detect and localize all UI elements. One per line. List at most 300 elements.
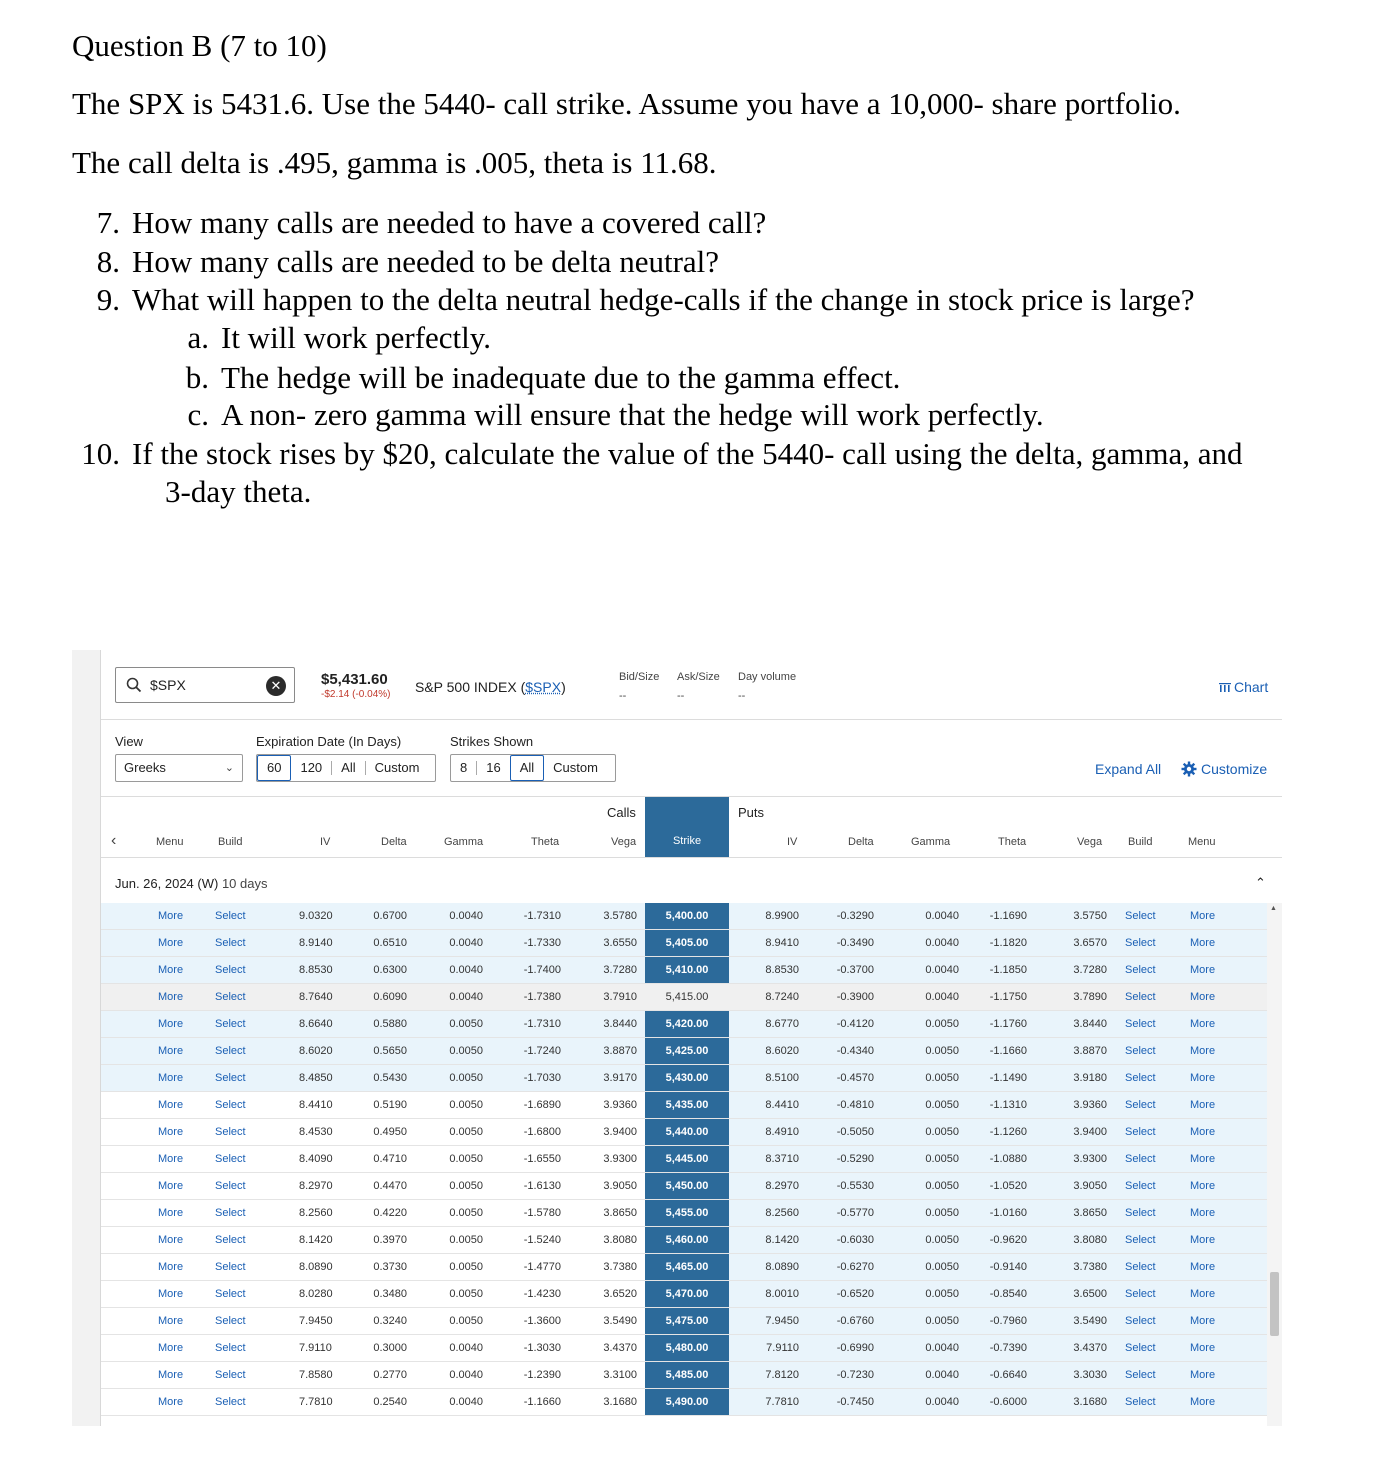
- chevron-left-icon[interactable]: ‹: [111, 832, 117, 849]
- more-button[interactable]: More: [1190, 1288, 1216, 1300]
- call-delta: 0.6510: [373, 937, 407, 949]
- more-button[interactable]: More: [1190, 937, 1216, 949]
- option-b: b. The hedge will be inadequate due to the gamma effect.: [185, 360, 901, 395]
- put-theta: -1.1690: [989, 910, 1027, 922]
- last-price: $5,431.60: [321, 671, 388, 688]
- more-button[interactable]: More: [1190, 1396, 1216, 1408]
- select-button[interactable]: Select: [1125, 1396, 1156, 1408]
- put-gamma: 0.0040: [925, 1396, 959, 1408]
- table-row: [101, 1038, 1267, 1065]
- bid-size-label: Bid/Size: [619, 671, 660, 683]
- put-gamma: 0.0050: [925, 1315, 959, 1327]
- call-theta: -1.7330: [523, 937, 561, 949]
- call-vega: 3.8080: [603, 1234, 637, 1246]
- put-vega: 3.5750: [1073, 910, 1107, 922]
- put-delta: -0.6760: [836, 1315, 874, 1327]
- chevron-down-icon: ⌄: [224, 762, 234, 774]
- call-delta: 0.6300: [373, 964, 407, 976]
- scrollbar-thumb[interactable]: [1270, 1272, 1279, 1336]
- more-button[interactable]: More: [158, 1072, 184, 1084]
- select-button[interactable]: Select: [1125, 1369, 1156, 1381]
- more-button[interactable]: More: [1190, 1207, 1216, 1219]
- call-gamma: 0.0040: [449, 1396, 483, 1408]
- put-delta: -0.5050: [836, 1126, 874, 1138]
- put-theta: -0.9140: [989, 1261, 1027, 1273]
- put-iv: 8.9900: [765, 910, 799, 922]
- col-gamma-puts[interactable]: Gamma: [911, 836, 951, 848]
- col-build-calls: Build: [218, 836, 243, 848]
- strike-price: 5,420.00: [645, 1011, 729, 1037]
- call-vega: 3.7280: [603, 964, 637, 976]
- more-button[interactable]: More: [1190, 1072, 1216, 1084]
- put-theta: -0.7960: [989, 1315, 1027, 1327]
- scrollbar-track[interactable]: [1267, 903, 1282, 1426]
- call-iv: 7.9110: [299, 1342, 332, 1354]
- select-button[interactable]: Select: [215, 1099, 246, 1111]
- divider: [101, 719, 1282, 720]
- more-button[interactable]: More: [158, 1153, 184, 1165]
- put-vega: 3.4370: [1073, 1342, 1107, 1354]
- select-button[interactable]: Select: [215, 1369, 246, 1381]
- search-value: $SPX: [150, 677, 186, 693]
- col-delta-puts[interactable]: Delta: [848, 836, 874, 848]
- select-button[interactable]: Select: [215, 1180, 246, 1192]
- call-delta: 0.3730: [373, 1261, 407, 1273]
- call-gamma: 0.0050: [449, 1126, 483, 1138]
- select-button[interactable]: Select: [215, 1234, 246, 1246]
- col-vega-puts[interactable]: Vega: [1077, 836, 1103, 848]
- gear-icon: [1181, 761, 1197, 777]
- call-gamma: 0.0050: [449, 1018, 483, 1030]
- more-button[interactable]: More: [1190, 991, 1216, 1003]
- call-vega: 3.7380: [603, 1261, 637, 1273]
- call-delta: 0.5650: [373, 1045, 407, 1057]
- option-c: c. A non- zero gamma will ensure that the hedge will work perfectly.: [187, 397, 1044, 432]
- select-button[interactable]: Select: [215, 1045, 246, 1057]
- select-button[interactable]: Select: [1125, 1342, 1156, 1354]
- more-button[interactable]: More: [1190, 1153, 1216, 1165]
- strike-price: 5,440.00: [645, 1119, 729, 1145]
- clear-icon[interactable]: ✕: [266, 676, 286, 696]
- put-gamma: 0.0050: [925, 1126, 959, 1138]
- call-delta: 0.3480: [373, 1288, 407, 1300]
- expiration-120[interactable]: 120: [300, 760, 323, 775]
- call-gamma: 0.0050: [449, 1207, 483, 1219]
- col-vega-calls[interactable]: Vega: [611, 836, 637, 848]
- call-iv: 8.8530: [299, 964, 333, 976]
- put-theta: -0.6000: [989, 1396, 1027, 1408]
- day-volume-label: Day volume: [738, 671, 797, 683]
- select-button[interactable]: Select: [1125, 1234, 1156, 1246]
- put-theta: -1.1850: [989, 964, 1027, 976]
- put-delta: -0.6030: [836, 1234, 874, 1246]
- more-button[interactable]: More: [1190, 1315, 1216, 1327]
- call-gamma: 0.0040: [449, 937, 483, 949]
- expiration-selector: [256, 754, 436, 782]
- put-gamma: 0.0050: [925, 1045, 959, 1057]
- table-row: [101, 1335, 1267, 1362]
- call-gamma: 0.0040: [449, 1369, 483, 1381]
- select-button[interactable]: Select: [1125, 1099, 1156, 1111]
- call-vega: 3.5490: [603, 1315, 637, 1327]
- chart-link[interactable]: Chart: [1219, 679, 1268, 695]
- put-theta: -1.1310: [989, 1099, 1027, 1111]
- select-button[interactable]: Select: [1125, 964, 1156, 976]
- call-vega: 3.5780: [603, 910, 637, 922]
- select-button[interactable]: Select: [215, 1072, 246, 1084]
- put-iv: 8.9410: [765, 937, 799, 949]
- table-row: [101, 1254, 1267, 1281]
- more-button[interactable]: More: [1190, 1180, 1216, 1192]
- select-button[interactable]: Select: [1125, 1045, 1156, 1057]
- call-theta: -1.7310: [523, 910, 561, 922]
- table-row: [101, 1362, 1267, 1389]
- option-chain-screenshot: [72, 650, 1281, 1426]
- call-gamma: 0.0050: [449, 1180, 483, 1192]
- call-delta: 0.4710: [373, 1153, 407, 1165]
- table-row: [101, 1146, 1267, 1173]
- select-button[interactable]: Select: [1125, 1288, 1156, 1300]
- more-button[interactable]: More: [1190, 1369, 1216, 1381]
- more-button[interactable]: More: [158, 1288, 184, 1300]
- more-button[interactable]: More: [1190, 910, 1216, 922]
- strike-column-header: Strike: [645, 797, 729, 857]
- more-button[interactable]: More: [1190, 1261, 1216, 1273]
- strike-price: 5,400.00: [645, 903, 729, 929]
- put-iv: 7.8120: [765, 1369, 799, 1381]
- put-iv: 8.2970: [765, 1180, 799, 1192]
- select-button[interactable]: Select: [1125, 1207, 1156, 1219]
- put-delta: -0.4810: [836, 1099, 874, 1111]
- question-9: 9. What will happen to the delta neutral hedge-calls if the change in stock price is large?: [96, 282, 1195, 317]
- put-theta: -1.0520: [989, 1180, 1027, 1192]
- select-button[interactable]: Select: [1125, 1126, 1156, 1138]
- symbol-name: S&P 500 INDEX ($SPX): [415, 679, 566, 695]
- put-theta: -0.8540: [989, 1288, 1027, 1300]
- select-button[interactable]: Select: [215, 1207, 246, 1219]
- put-vega: 3.7890: [1073, 991, 1107, 1003]
- call-delta: 0.3000: [373, 1342, 407, 1354]
- call-iv: 8.4850: [299, 1072, 333, 1084]
- more-button[interactable]: More: [158, 910, 184, 922]
- col-iv-calls[interactable]: IV: [320, 836, 331, 848]
- more-button[interactable]: More: [158, 1207, 184, 1219]
- call-iv: 8.4410: [299, 1099, 333, 1111]
- call-vega: 3.1680: [603, 1396, 637, 1408]
- call-vega: 3.9400: [603, 1126, 637, 1138]
- strike-price: 5,415.00: [665, 991, 709, 1003]
- strike-price: 5,445.00: [645, 1146, 729, 1172]
- strikes-custom[interactable]: Custom: [553, 760, 598, 775]
- table-row: [101, 1227, 1267, 1254]
- put-theta: -1.1760: [989, 1018, 1027, 1030]
- put-vega: 3.8650: [1073, 1207, 1107, 1219]
- put-gamma: 0.0050: [925, 1153, 959, 1165]
- put-vega: 3.7380: [1073, 1261, 1107, 1273]
- option-chain-panel: [100, 650, 1282, 1426]
- select-button[interactable]: Select: [1125, 1018, 1156, 1030]
- scroll-up-icon[interactable]: ▲: [1270, 905, 1277, 912]
- expiration-all[interactable]: All: [341, 760, 356, 775]
- put-iv: 7.9450: [765, 1315, 799, 1327]
- strike-price: 5,405.00: [645, 930, 729, 956]
- put-delta: -0.3290: [836, 910, 874, 922]
- strike-price: 5,465.00: [645, 1254, 729, 1280]
- table-row: [101, 1092, 1267, 1119]
- table-row: [101, 957, 1267, 984]
- call-delta: 0.2770: [373, 1369, 407, 1381]
- more-button[interactable]: More: [1190, 1342, 1216, 1354]
- call-gamma: 0.0050: [449, 1288, 483, 1300]
- put-delta: -0.5290: [836, 1153, 874, 1165]
- col-menu-calls: Menu: [156, 836, 184, 848]
- put-iv: 8.8530: [765, 964, 799, 976]
- put-theta: -1.1750: [989, 991, 1027, 1003]
- more-button[interactable]: More: [158, 1126, 184, 1138]
- call-theta: -1.7380: [523, 991, 561, 1003]
- select-button[interactable]: Select: [1125, 1072, 1156, 1084]
- day-volume-value: --: [738, 690, 746, 702]
- call-iv: 7.8580: [299, 1369, 333, 1381]
- call-delta: 0.5190: [373, 1099, 407, 1111]
- put-iv: 8.4410: [765, 1099, 799, 1111]
- more-button[interactable]: More: [158, 1045, 184, 1057]
- put-delta: -0.6520: [836, 1288, 874, 1300]
- col-iv-puts[interactable]: IV: [787, 836, 798, 848]
- select-button[interactable]: Select: [215, 1396, 246, 1408]
- put-gamma: 0.0040: [925, 937, 959, 949]
- select-button[interactable]: Select: [215, 1342, 246, 1354]
- col-menu-puts: Menu: [1188, 836, 1216, 848]
- table-row: [101, 984, 1267, 1011]
- strike-price: 5,470.00: [645, 1281, 729, 1307]
- option-chain-rows: [101, 903, 1267, 1416]
- call-gamma: 0.0050: [449, 1099, 483, 1111]
- put-theta: -0.7390: [989, 1342, 1027, 1354]
- select-button[interactable]: Select: [215, 1288, 246, 1300]
- call-theta: -1.2390: [523, 1369, 561, 1381]
- select-button[interactable]: Select: [1125, 1153, 1156, 1165]
- view-label: View: [115, 734, 143, 749]
- call-theta: -1.5780: [523, 1207, 561, 1219]
- select-button[interactable]: Select: [1125, 1261, 1156, 1273]
- put-delta: -0.3900: [836, 991, 874, 1003]
- put-delta: -0.3490: [836, 937, 874, 949]
- strike-price: 5,410.00: [645, 957, 729, 983]
- select-button[interactable]: Select: [1125, 937, 1156, 949]
- chevron-up-icon[interactable]: ⌃: [1255, 875, 1266, 890]
- select-button[interactable]: Select: [1125, 991, 1156, 1003]
- put-iv: 7.7810: [765, 1396, 799, 1408]
- call-vega: 3.8870: [603, 1045, 637, 1057]
- more-button[interactable]: More: [158, 991, 184, 1003]
- col-delta-calls[interactable]: Delta: [381, 836, 407, 848]
- question-8: 8. How many calls are needed to be delta neutral?: [96, 244, 720, 279]
- table-row: [101, 1173, 1267, 1200]
- select-button[interactable]: Select: [1125, 910, 1156, 922]
- put-vega: 3.9180: [1073, 1072, 1107, 1084]
- strikes-16[interactable]: 16: [486, 760, 501, 775]
- call-delta: 0.6090: [373, 991, 407, 1003]
- select-button[interactable]: Select: [215, 1126, 246, 1138]
- strike-price: 5,430.00: [645, 1065, 729, 1091]
- put-vega: 3.7280: [1073, 964, 1107, 976]
- put-vega: 3.9360: [1073, 1099, 1107, 1111]
- table-row: [101, 1281, 1267, 1308]
- more-button[interactable]: More: [1190, 964, 1216, 976]
- more-button[interactable]: More: [1190, 1126, 1216, 1138]
- put-theta: -0.6640: [989, 1369, 1027, 1381]
- bar-chart-icon: [1219, 681, 1231, 692]
- select-button[interactable]: Select: [215, 991, 246, 1003]
- strike-price: 5,450.00: [645, 1173, 729, 1199]
- select-button[interactable]: Select: [215, 1153, 246, 1165]
- put-iv: 8.0010: [765, 1288, 799, 1300]
- more-button[interactable]: More: [158, 1342, 184, 1354]
- call-vega: 3.6550: [603, 937, 637, 949]
- more-button[interactable]: More: [1190, 1045, 1216, 1057]
- put-vega: 3.8870: [1073, 1045, 1107, 1057]
- table-row: [101, 1065, 1267, 1092]
- select-button[interactable]: Select: [215, 964, 246, 976]
- call-theta: -1.6800: [523, 1126, 561, 1138]
- expand-all-link[interactable]: Expand All: [1095, 761, 1162, 777]
- call-iv: 7.7810: [299, 1396, 333, 1408]
- put-vega: 3.9400: [1073, 1126, 1107, 1138]
- strikes-shown-label: Strikes Shown: [450, 734, 534, 749]
- call-gamma: 0.0040: [449, 910, 483, 922]
- put-vega: 3.9050: [1073, 1180, 1107, 1192]
- call-gamma: 0.0040: [449, 991, 483, 1003]
- put-vega: 3.6570: [1073, 937, 1107, 949]
- greeks-statement: The call delta is .495, gamma is .005, theta is 11.68.: [72, 145, 717, 180]
- strike-price: 5,435.00: [645, 1092, 729, 1118]
- put-iv: 8.7240: [765, 991, 799, 1003]
- call-vega: 3.8650: [603, 1207, 637, 1219]
- put-delta: -0.7450: [836, 1396, 874, 1408]
- table-row: [101, 1389, 1267, 1416]
- put-iv: 8.4910: [765, 1126, 799, 1138]
- more-button[interactable]: More: [158, 1261, 184, 1273]
- call-iv: 8.7640: [299, 991, 333, 1003]
- more-button[interactable]: More: [158, 1315, 184, 1327]
- more-button[interactable]: More: [158, 964, 184, 976]
- put-gamma: 0.0050: [925, 1261, 959, 1273]
- put-iv: 7.9110: [766, 1342, 799, 1354]
- col-theta-calls[interactable]: Theta: [531, 836, 560, 848]
- put-delta: -0.4340: [836, 1045, 874, 1057]
- call-iv: 8.2560: [299, 1207, 333, 1219]
- select-button[interactable]: Select: [1125, 1315, 1156, 1327]
- select-button[interactable]: Select: [215, 910, 246, 922]
- put-theta: -0.9620: [989, 1234, 1027, 1246]
- more-button[interactable]: More: [158, 1234, 184, 1246]
- put-delta: -0.6990: [836, 1342, 874, 1354]
- call-theta: -1.3030: [523, 1342, 561, 1354]
- strike-price: 5,490.00: [645, 1389, 729, 1415]
- col-theta-puts[interactable]: Theta: [998, 836, 1027, 848]
- put-iv: 8.2560: [765, 1207, 799, 1219]
- call-vega: 3.9300: [603, 1153, 637, 1165]
- put-gamma: 0.0050: [925, 1180, 959, 1192]
- more-button[interactable]: More: [158, 1369, 184, 1381]
- expiration-custom[interactable]: Custom: [374, 760, 420, 775]
- put-theta: -1.1820: [989, 937, 1027, 949]
- put-iv: 8.6020: [765, 1045, 799, 1057]
- put-theta: -1.1490: [989, 1072, 1027, 1084]
- more-button[interactable]: More: [1190, 1018, 1216, 1030]
- expiration-group-title[interactable]: Jun. 26, 2024 (W) 10 days: [115, 876, 268, 891]
- select-button[interactable]: Select: [215, 1018, 246, 1030]
- put-gamma: 0.0040: [925, 1342, 959, 1354]
- question-title: Question B (7 to 10): [72, 28, 327, 63]
- expiration-60[interactable]: 60: [257, 755, 291, 781]
- call-iv: 8.9140: [299, 937, 333, 949]
- call-gamma: 0.0050: [449, 1153, 483, 1165]
- put-gamma: 0.0050: [925, 1099, 959, 1111]
- call-theta: -1.6130: [523, 1180, 561, 1192]
- more-button[interactable]: More: [158, 937, 184, 949]
- put-iv: 8.6770: [765, 1018, 799, 1030]
- col-gamma-calls[interactable]: Gamma: [444, 836, 484, 848]
- call-delta: 0.4470: [373, 1180, 407, 1192]
- table-row: [101, 1011, 1267, 1038]
- put-vega: 3.6500: [1073, 1288, 1107, 1300]
- symbol-search-input[interactable]: [115, 667, 295, 703]
- option-a: a. It will work perfectly.: [187, 320, 492, 355]
- calls-label: Calls: [607, 805, 636, 820]
- strikes-8[interactable]: 8: [460, 760, 468, 775]
- call-gamma: 0.0050: [449, 1234, 483, 1246]
- customize-link[interactable]: Customize: [1181, 761, 1267, 777]
- put-gamma: 0.0040: [925, 1369, 959, 1381]
- table-row: [101, 1308, 1267, 1335]
- select-button[interactable]: Select: [1125, 1180, 1156, 1192]
- put-gamma: 0.0050: [925, 1234, 959, 1246]
- call-vega: 3.9170: [603, 1072, 637, 1084]
- call-delta: 0.5430: [373, 1072, 407, 1084]
- table-row: [101, 1119, 1267, 1146]
- more-button[interactable]: More: [158, 1099, 184, 1111]
- put-delta: -0.5770: [836, 1207, 874, 1219]
- call-theta: -1.7310: [523, 1018, 561, 1030]
- symbol-link[interactable]: $SPX: [525, 679, 562, 695]
- view-select[interactable]: Greeks ⌄: [115, 754, 243, 782]
- more-button[interactable]: More: [158, 1018, 184, 1030]
- price-change: -$2.14 (-0.04%): [321, 689, 391, 700]
- more-button[interactable]: More: [1190, 1234, 1216, 1246]
- select-button[interactable]: Select: [215, 1315, 246, 1327]
- call-delta: 0.5880: [373, 1018, 407, 1030]
- question-10: 10. If the stock rises by $20, calculate the value of the 5440- call using the delta, gamma, and: [81, 436, 1243, 471]
- more-button[interactable]: More: [158, 1180, 184, 1192]
- table-row: [101, 903, 1267, 930]
- call-gamma: 0.0050: [449, 1315, 483, 1327]
- call-vega: 3.9050: [603, 1180, 637, 1192]
- more-button[interactable]: More: [158, 1396, 184, 1408]
- select-button[interactable]: Select: [215, 1261, 246, 1273]
- ask-size-value: --: [677, 690, 685, 702]
- call-iv: 8.1420: [299, 1234, 333, 1246]
- more-button[interactable]: More: [1190, 1099, 1216, 1111]
- call-delta: 0.2540: [373, 1396, 407, 1408]
- strikes-all[interactable]: All: [510, 755, 544, 781]
- select-button[interactable]: Select: [215, 937, 246, 949]
- put-gamma: 0.0040: [925, 910, 959, 922]
- put-iv: 8.5100: [765, 1072, 799, 1084]
- call-theta: -1.6890: [523, 1099, 561, 1111]
- expiration-label: Expiration Date (In Days): [256, 734, 402, 749]
